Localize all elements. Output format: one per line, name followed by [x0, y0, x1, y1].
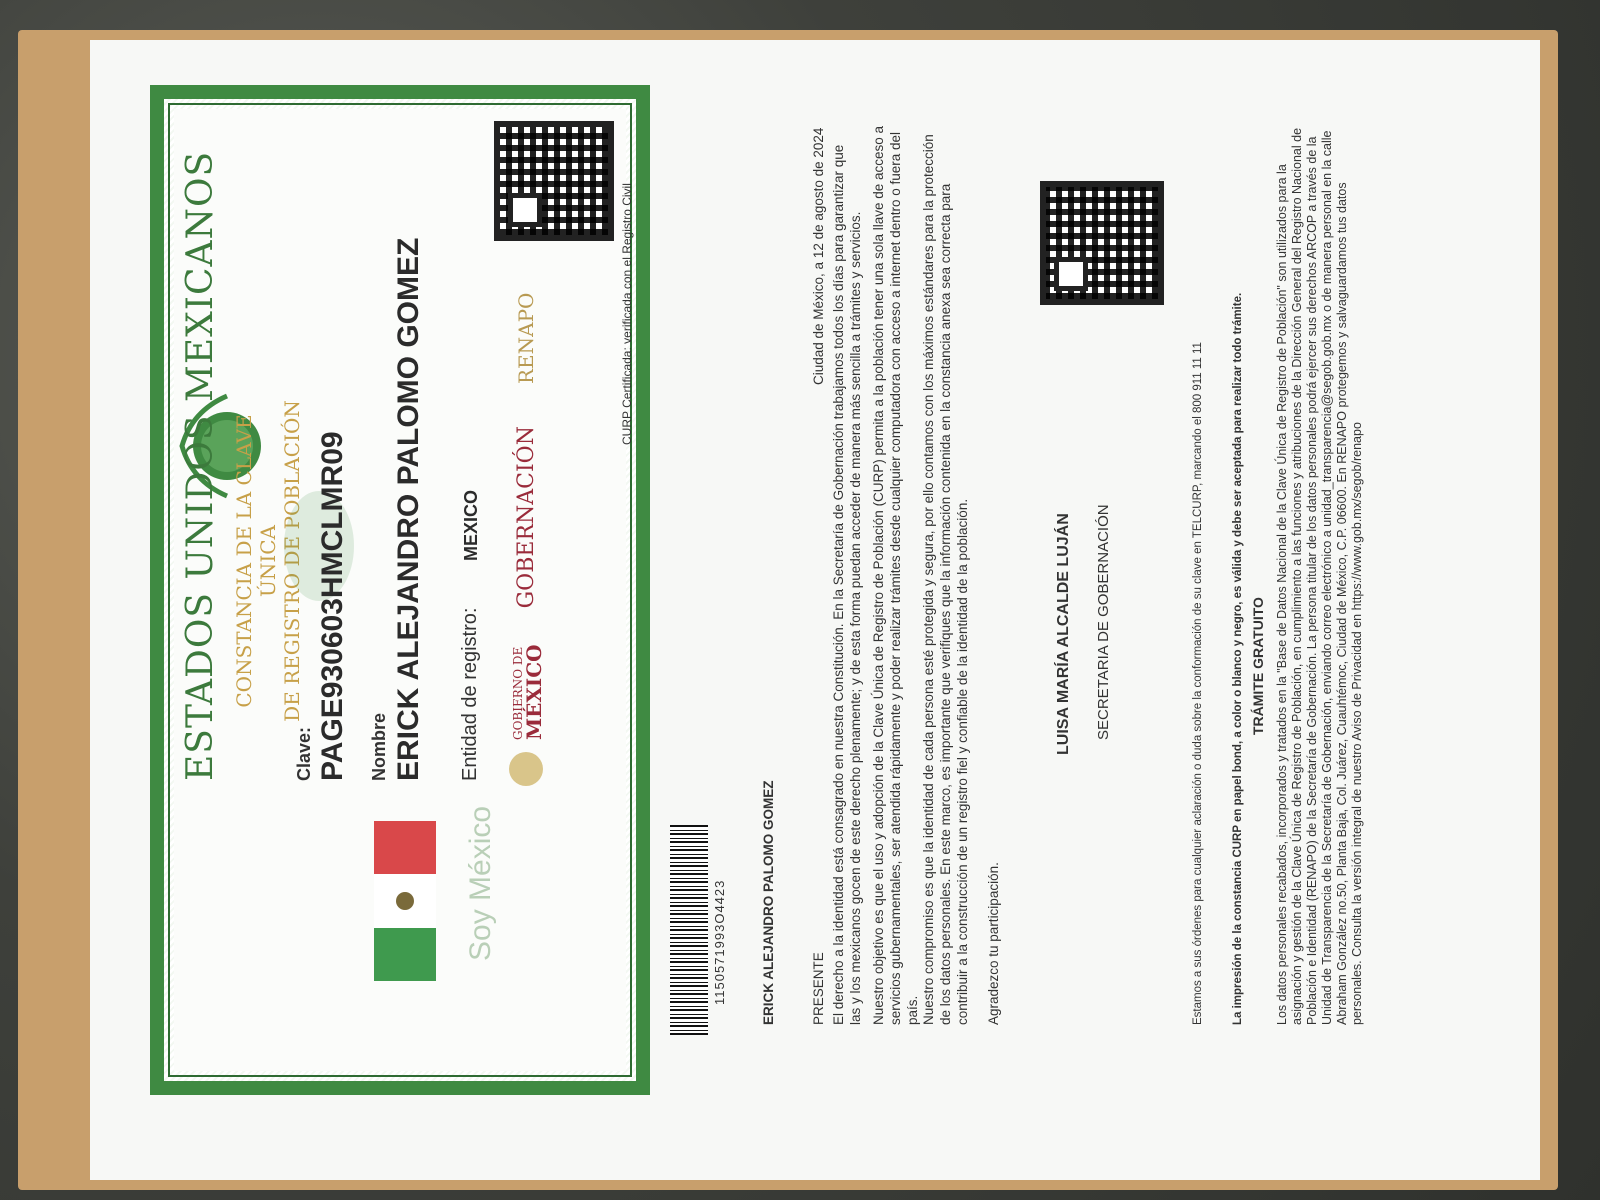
curp-certificate [150, 85, 650, 1095]
gobernacion-logo: GOBERNACIÓN [513, 426, 539, 609]
letter-date: Ciudad de México, a 12 de agosto de 2024 [811, 127, 826, 385]
country-title: ESTADOS UNIDOS MEXICANOS [180, 150, 221, 781]
letter-closing: Agradezco tu participación. [986, 862, 1001, 1025]
government-logos [509, 292, 546, 786]
letter-addressee: ERICK ALEJANDRO PALOMO GOMEZ [761, 780, 776, 1025]
letter-paragraph-2: Nuestro objetivo es que el uso y adopción de la Clave Única de Registro de Población (CURP) permita a la población tener una sola llave de acceso a servicios gubernamentales, ser atendida rápidamente y poder realizar trámites desde cualquier computadora con acceso a internet dentro o fuera del país. [871, 125, 920, 1025]
clave-label: Clave: [294, 726, 314, 781]
telcurp-note: Estamos a sus órdenes para cualquier aclaración o duda sobre la conformación de su clave en TELCURP, marcando el 800 911 11 11 [1192, 342, 1204, 1025]
renapo-logo: RENAPO [514, 292, 538, 385]
tramite-gratuito: TRÁMITE GRATUITO [1250, 597, 1266, 735]
subtitle-line-2: DE REGISTRO DE POBLACIÓN [280, 400, 304, 722]
rotated-page [120, 40, 1530, 1135]
soy-mexico-label: Soy México [464, 805, 497, 961]
entidad-value: MEXICO [461, 489, 481, 561]
barcode [670, 825, 708, 1035]
mexican-flag-icon [374, 821, 436, 981]
barcode-number: 1150571993O4423 [712, 879, 727, 1005]
certified-note: CURP Certificada: verificada con el Registro Civil [620, 183, 634, 445]
letter-qr-code [1040, 181, 1164, 305]
print-note: La impresión de la constancia CURP en papel bond, a color o blanco y negro, es válida y debe ser aceptada para realizar todo trámite. [1232, 292, 1244, 1025]
gobierno-seal-icon [509, 752, 543, 786]
letter-paragraph-3: Nuestro compromiso es que la identidad de cada persona esté protegida y segura, por ello contamos con los máximos estándares para la protección de los datos personales. En este marco, es importante que verifiques que la información contenida en la constancia anexa sea correcta para contribuir a la construcción de un registro fiel y confiable de la identidad de la población. [921, 134, 970, 1025]
gobierno-logo: GOBIERNO DE MÉXICO [511, 644, 546, 740]
letter-paragraph-1: El derecho a la identidad está consagrado en nuestra Constitución. En la Secretaría de Gobernación trabajamos todos los días para garantizar que las y los mexicanos gocen de este derecho plenamente; y de esta forma puedan acceder de manera más sencilla a trámites y servicios. [831, 144, 863, 1025]
document-sheet [90, 40, 1540, 1180]
clave-value: PAGE930603HMCLMR09 [316, 431, 349, 781]
subtitle-line-1: CONSTANCIA DE LA CLAVE ÚNICA [232, 414, 280, 708]
entidad-label: Entidad de registro: [459, 607, 481, 781]
letter-greeting: PRESENTE [811, 952, 826, 1025]
signer-title: SECRETARIA DE GOBERNACIÓN [1095, 504, 1112, 740]
privacy-notice: Los datos personales recabados, incorporados y tratados en la "Base de Datos Nacional de la Clave Única de Registro de Población" son utilizados para la asignación y gestión de la Clave Única de Registro de Población, en cumplimiento a las funciones y atribuciones de la Dirección General del Registro Nacional de Población e Identidad (RENAPO) de la Secretaría de Gobernación. La persona titular de los datos personales podrá ejercer sus derechos ARCOP a través de la Unidad de Transparencia de la Secretaría de Gobernación, enviando correo electrónico a unidad_transparencia@segob.gob.mx o de manera personal en la calle Abraham González no.50, Planta Baja, Col. Juárez, Cuauhtémoc, Ciudad de México, C.P. 06600. En RENAPO protegemos y salvaguardamos tus datos personales. Consulta la versión integral de nuestro Aviso de Privacidad en https://www.gob.mx/segob/renapo [1275, 127, 1364, 1025]
signer-name: LUISA MARÍA ALCALDE LUJÁN [1055, 513, 1072, 755]
nombre-value: ERICK ALEJANDRO PALOMO GOMEZ [392, 237, 425, 781]
nombre-label: Nombre [369, 712, 389, 781]
certificate-qr-code [494, 121, 614, 241]
